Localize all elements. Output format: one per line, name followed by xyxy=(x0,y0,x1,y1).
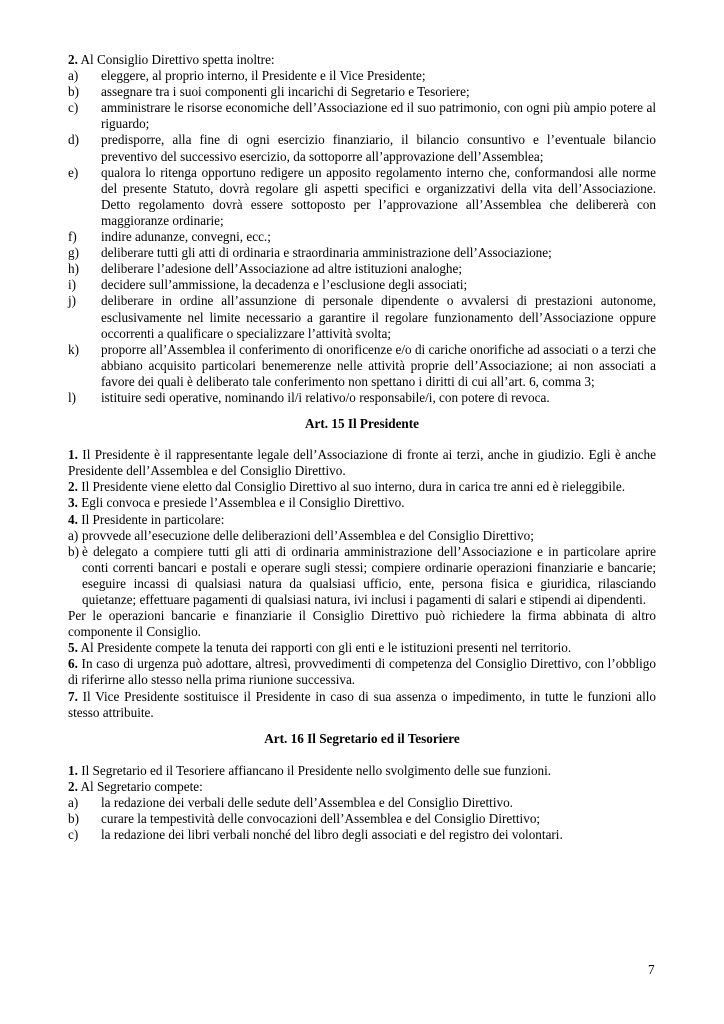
list-item-text: deliberare l’adesione dell’Associazione ad altre istituzioni analoghe; xyxy=(101,261,463,277)
art16-heading: Art. 16 Il Segretario ed il Tesoriere xyxy=(264,730,460,746)
paragraph-number: 2. xyxy=(68,778,78,794)
page-number: 7 xyxy=(648,962,655,977)
list-item-text: predisporre, alla fine di ogni esercizio finanziario, il bilancio consuntivo e l’eventuale bilancio preventivo del successivo esercizio, da sottoporre all’approvazione dell’Assemblea; xyxy=(101,132,656,164)
art15-paragraph-7 xyxy=(68,689,656,721)
list-marker: e) xyxy=(68,164,79,180)
list-marker: c) xyxy=(68,827,79,843)
paragraph-number: 4. xyxy=(68,511,78,527)
art15-heading: Art. 15 Il Presidente xyxy=(304,416,420,432)
list-marker: a) xyxy=(68,68,79,84)
paragraph-number: 3. xyxy=(68,495,78,511)
paragraph-text: Al Consiglio Direttivo spetta inoltre: xyxy=(77,52,275,67)
list-item-text: provvede all’esecuzione delle deliberazioni dell’Assemblea e del Consiglio Direttivo; xyxy=(82,527,534,543)
list-marker: k) xyxy=(68,341,79,357)
list-item xyxy=(68,528,656,544)
art16-paragraph-1 xyxy=(68,763,656,779)
paragraph-text: Egli convoca e presiede l’Assemblea e il Consiglio Direttivo. xyxy=(77,495,405,511)
list-item-text: deliberare in ordine all’assunzione di personale dipendente o avvalersi di prestazioni autonome, esclusivamente nel limite necessario a garantire il regolare funzionamento dell’Associazione oppure occorrenti a qualificare o specializzare l’attività svolta; xyxy=(101,293,656,341)
art15-paragraph-6 xyxy=(68,656,656,688)
paragraph-number: 1. xyxy=(68,762,78,778)
list-item-text: è delegato a compiere tutti gli atti di ordinaria amministrazione dell’Associazione e in particolare aprire conti correnti bancari e postali e operare sugli stessi; compiere ordinarie operazioni finanziarie e bancarie; eseguire incassi di qualsiasi natura da qualsiasi ufficio, ente, persona fisica e giuridica, rilasciando quietanze; effettuare pagamenti di qualsiasi natura, ivi inclusi i pagamenti di salari e stipendi ai dipendenti. xyxy=(82,543,656,607)
list-item xyxy=(68,390,656,406)
list-item xyxy=(68,165,656,229)
list-item-text: deliberare tutti gli atti di ordinaria e straordinaria amministrazione dell’Associazione; xyxy=(101,245,552,261)
art16-section xyxy=(68,763,656,843)
art15-paragraph-3 xyxy=(68,495,656,511)
list-marker: a) xyxy=(68,795,79,811)
art16-paragraph-2 xyxy=(68,779,656,795)
paragraph-number: 5. xyxy=(68,640,78,656)
list-marker: l) xyxy=(68,389,77,405)
art15-paragraph-4 xyxy=(68,512,656,528)
list-item xyxy=(68,811,656,827)
art15-section xyxy=(68,447,656,721)
paragraph-number: 6. xyxy=(68,656,78,672)
paragraph-number: 2. xyxy=(68,479,78,495)
paragraph-number: 2. xyxy=(68,52,78,67)
list-item-text: curare la tempestività delle convocazioni dell’Assemblea e del Consiglio Direttivo; xyxy=(101,811,541,827)
paragraph-number: 1. xyxy=(68,447,78,463)
list-marker: j) xyxy=(68,293,77,309)
list-marker: b) xyxy=(68,811,79,827)
list-item xyxy=(68,544,656,608)
list-item xyxy=(68,293,656,341)
list-marker: f) xyxy=(68,229,77,245)
list-item-text: amministrare le risorse economiche dell’Associazione ed il suo patrimonio, con ogni più ampio potere al riguardo; xyxy=(101,100,656,132)
list-item-text: la redazione dei verbali delle sedute dell’Assemblea e del Consiglio Direttivo. xyxy=(101,795,513,811)
paragraph-number: 7. xyxy=(68,688,78,704)
art15-paragraph-2 xyxy=(68,479,656,495)
paragraph-text: Il Vice Presidente sostituisce il Presidente in caso di sua assenza o impedimento, in tutte le funzioni allo stesso attribuite. xyxy=(68,688,656,720)
list-item xyxy=(68,229,656,245)
list-item-text: qualora lo ritenga opportuno redigere un apposito regolamento interno che, conformandosi alle norme del presente Statuto, dovrà regolare gli aspetti specifici e organizzativi della vita dell’Associazione. Detto regolamento dovrà essere sottoposto per l’approvazione all’Assemblea che delibererà con maggioranze ordinarie; xyxy=(101,164,656,228)
list-item-text: decidere sull’ammissione, la decadenza e l’esclusione degli associati; xyxy=(101,277,468,293)
list-item-text: indire adunanze, convegni, ecc.; xyxy=(101,229,271,245)
paragraph-text: Al Presidente compete la tenuta dei rapporti con gli enti e le istituzioni presenti nel territorio. xyxy=(77,640,572,656)
list-marker: h) xyxy=(68,261,79,277)
list-item xyxy=(68,342,656,390)
list-item xyxy=(68,132,656,164)
list-marker: b) xyxy=(68,543,79,559)
paragraph-text: Il Presidente è il rappresentante legale dell’Associazione di fronte ai terzi, anche in giudizio. Egli è anche Presidente dell’Assemblea e del Consiglio Direttivo. xyxy=(68,447,656,479)
list-item xyxy=(68,245,656,261)
list-item xyxy=(68,100,656,132)
list-item-text: istituire sedi operative, nominando il/i relativo/o responsabile/i, con potere di revoca. xyxy=(101,389,550,405)
art15-paragraph-1 xyxy=(68,447,656,479)
paragraph-text: Il Presidente viene eletto dal Consiglio Direttivo al suo interno, dura in carica tre anni ed è rieleggibile. xyxy=(77,479,625,495)
list-item xyxy=(68,277,656,293)
list-marker: b) xyxy=(68,84,79,100)
list-marker: g) xyxy=(68,245,79,261)
list-item xyxy=(68,84,656,100)
list-item xyxy=(68,795,656,811)
list-item xyxy=(68,827,656,843)
list-marker: a) xyxy=(68,527,79,543)
paragraph-text: Il Presidente in particolare: xyxy=(77,511,225,527)
art14-paragraph-2 xyxy=(68,52,656,68)
list-marker: d) xyxy=(68,132,79,148)
council-duties-list xyxy=(68,68,656,406)
list-item-text: assegnare tra i suoi componenti gli incarichi di Segretario e Tesoriere; xyxy=(101,84,470,100)
page-content xyxy=(68,52,656,843)
list-item-text: proporre all’Assemblea il conferimento di onorificenze e/o di cariche onorifiche ad associati o a terzi che abbiano acquisito particolari benemerenze nelle attività proprie dell’Associazione; ai non associati a favore dei quali è deliberato tale conferimento non spettano i diritti di cui all’art. 6, comma 3; xyxy=(101,341,656,389)
list-marker: i) xyxy=(68,277,77,293)
list-item-text: la redazione dei libri verbali nonché del libro degli associati e del registro dei volontari. xyxy=(101,827,563,843)
paragraph-text: In caso di urgenza può adottare, altresì, provvedimenti di competenza del Consiglio Direttivo, con l’obbligo di riferirne allo stesso nella prima riunione successiva. xyxy=(68,656,656,688)
paragraph-text: Al Segretario compete: xyxy=(77,778,203,794)
art15-paragraph-5 xyxy=(68,640,656,656)
list-item xyxy=(68,68,656,84)
list-item-text: eleggere, al proprio interno, il Presidente e il Vice Presidente; xyxy=(101,68,426,84)
art15-bank-paragraph: Per le operazioni bancarie e finanziarie il Consiglio Direttivo può richiedere la firma abbinata di altro componente il Consiglio. xyxy=(68,608,656,640)
list-item xyxy=(68,261,656,277)
list-marker: c) xyxy=(68,100,79,116)
paragraph-text: Il Segretario ed il Tesoriere affiancano il Presidente nello svolgimento delle sue funzioni. xyxy=(77,762,552,778)
